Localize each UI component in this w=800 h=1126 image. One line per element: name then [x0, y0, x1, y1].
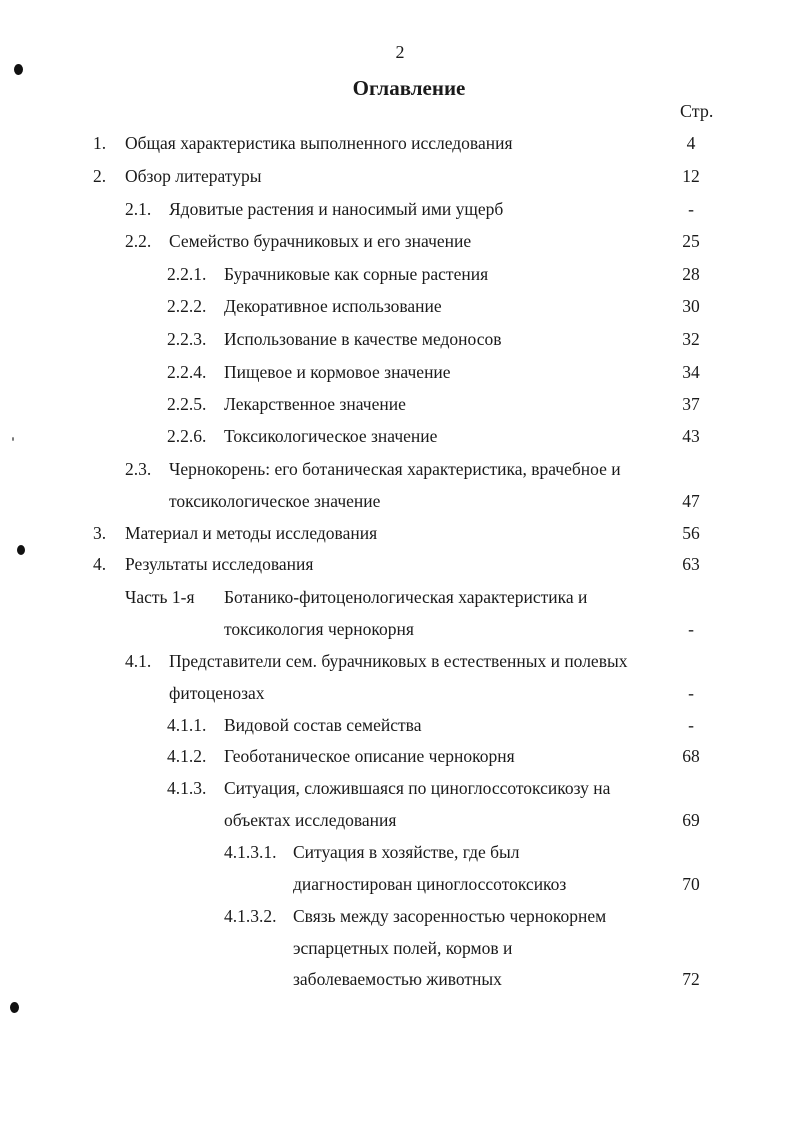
entry-number: 2.2.5.: [167, 394, 207, 414]
entry-title: Декоративное использование: [224, 296, 442, 316]
toc-entry-2-2-6: [0, 426, 800, 452]
page-number: 2: [395, 42, 405, 62]
entry-page: 63: [682, 554, 700, 574]
entry-title: Геоботаническое описание чернокорня: [224, 746, 515, 766]
entry-page: 68: [682, 746, 700, 766]
entry-number: 2.2.: [125, 231, 152, 251]
toc-entry-4-1-2: [0, 746, 800, 772]
entry-number: 2.2.3.: [167, 329, 207, 349]
entry-page: 12: [682, 166, 700, 186]
entry-title: Видовой состав семейства: [224, 715, 422, 735]
toc-entry-4-1-continuation: [0, 683, 800, 709]
entry-number: 2.2.1.: [167, 264, 207, 284]
entry-title-continuation: заболеваемостью животных: [293, 969, 502, 989]
entry-page: 47: [682, 491, 700, 511]
entry-page: 70: [682, 874, 700, 894]
entry-page: 72: [682, 969, 700, 989]
entry-page: 32: [682, 329, 700, 349]
entry-number: 4.1.3.2.: [224, 906, 277, 926]
entry-title: Общая характеристика выполненного исследования: [125, 133, 513, 153]
entry-title-continuation: диагностирован циноглоссотоксикоз: [293, 874, 567, 894]
entry-title: Семейство бурачниковых и его значение: [169, 231, 472, 251]
entry-number: 4.1.3.: [167, 778, 207, 798]
entry-page: 56: [682, 523, 700, 543]
entry-title-continuation: токсикология чернокорня: [224, 619, 414, 639]
scan-speck: [12, 437, 14, 441]
toc-entry-4-1: [0, 651, 800, 677]
binder-hole-mark: [14, 64, 23, 75]
entry-number: 4.1.3.1.: [224, 842, 277, 862]
binder-hole-mark: [10, 1002, 19, 1013]
entry-title-continuation: объектах исследования: [224, 810, 397, 830]
entry-page: 28: [682, 264, 700, 284]
entry-page: 34: [682, 362, 700, 382]
toc-entry-1: [0, 133, 800, 159]
entry-number: 2.2.2.: [167, 296, 207, 316]
toc-entry-4-1-3: [0, 778, 800, 804]
entry-number: 3.: [93, 523, 107, 543]
entry-title: Ситуация в хозяйстве, где был: [293, 842, 520, 862]
entry-title: Связь между засоренностью чернокорнем: [293, 906, 607, 926]
entry-number: 2.: [93, 166, 107, 186]
entry-title-continuation: токсикологическое значение: [169, 491, 381, 511]
toc-entry-4-1-1: [0, 715, 800, 741]
entry-title: Представители сем. бурачниковых в естественных и полевых: [169, 651, 628, 671]
toc-entry-2: [0, 166, 800, 192]
entry-title-continuation: эспарцетных полей, кормов и: [293, 938, 513, 958]
entry-title: Результаты исследования: [125, 554, 314, 574]
entry-page: 69: [682, 810, 700, 830]
toc-entry-2-2-3: [0, 329, 800, 355]
entry-page: 43: [682, 426, 700, 446]
toc-entry-2-2-4: [0, 362, 800, 388]
toc-entry-4-1-3-1-continuation: [0, 874, 800, 900]
toc-entry-2-3-continuation: [0, 491, 800, 517]
entry-number: 2.1.: [125, 199, 152, 219]
entry-number: Часть 1-я: [125, 587, 195, 607]
entry-title: Материал и методы исследования: [125, 523, 378, 543]
toc-entry-2-2-1: [0, 264, 800, 290]
entry-page: 37: [682, 394, 700, 414]
toc-entry-part-1-continuation: [0, 619, 800, 645]
entry-page: -: [688, 683, 694, 703]
toc-entry-2-2: [0, 231, 800, 257]
toc-entry-4-1-3-2-continuation-2: [0, 969, 800, 995]
entry-title: Бурачниковые как сорные растения: [224, 264, 489, 284]
entry-title: Пищевое и кормовое значение: [224, 362, 451, 382]
entry-page: -: [688, 199, 694, 219]
entry-title-continuation: фитоценозах: [169, 683, 265, 703]
entry-page: 25: [682, 231, 700, 251]
toc-entry-part-1: [0, 587, 800, 613]
entry-title: Токсикологическое значение: [224, 426, 438, 446]
entry-page: -: [688, 619, 694, 639]
toc-entry-3: [0, 523, 800, 549]
entry-title: Ядовитые растения и наносимый ими ущерб: [169, 199, 504, 219]
toc-entry-4-1-3-2-continuation: [0, 938, 800, 964]
page-title: Оглавление: [352, 76, 466, 100]
entry-number: 4.1.1.: [167, 715, 207, 735]
toc-entry-2-2-2: [0, 296, 800, 322]
toc-entry-2-2-5: [0, 394, 800, 420]
entry-page: 4: [686, 133, 696, 153]
entry-title: Обзор литературы: [125, 166, 262, 186]
entry-number: 4.1.2.: [167, 746, 207, 766]
toc-entry-4-1-3-continuation: [0, 810, 800, 836]
toc-entry-2-1: [0, 199, 800, 225]
toc-entry-2-3: [0, 459, 800, 485]
binder-hole-mark: [17, 545, 25, 555]
pages-column-header: Стр.: [680, 101, 714, 121]
toc-entry-4: [0, 554, 800, 580]
entry-number: 2.3.: [125, 459, 152, 479]
entry-title: Лекарственное значение: [224, 394, 406, 414]
entry-number: 1.: [93, 133, 107, 153]
entry-page: 30: [682, 296, 700, 316]
entry-number: 4.: [93, 554, 107, 574]
entry-number: 2.2.6.: [167, 426, 207, 446]
entry-title: Использование в качестве медоносов: [224, 329, 502, 349]
entry-page: -: [688, 715, 694, 735]
toc-entry-4-1-3-1: [0, 842, 800, 868]
toc-entry-4-1-3-2: [0, 906, 800, 932]
entry-title: Ситуация, сложившаяся по циноглоссотоксикозу на: [224, 778, 611, 798]
entry-title: Чернокорень: его ботаническая характеристика, врачебное и: [169, 459, 621, 479]
entry-number: 4.1.: [125, 651, 152, 671]
entry-title: Ботанико-фитоценологическая характеристика и: [224, 587, 588, 607]
entry-number: 2.2.4.: [167, 362, 207, 382]
